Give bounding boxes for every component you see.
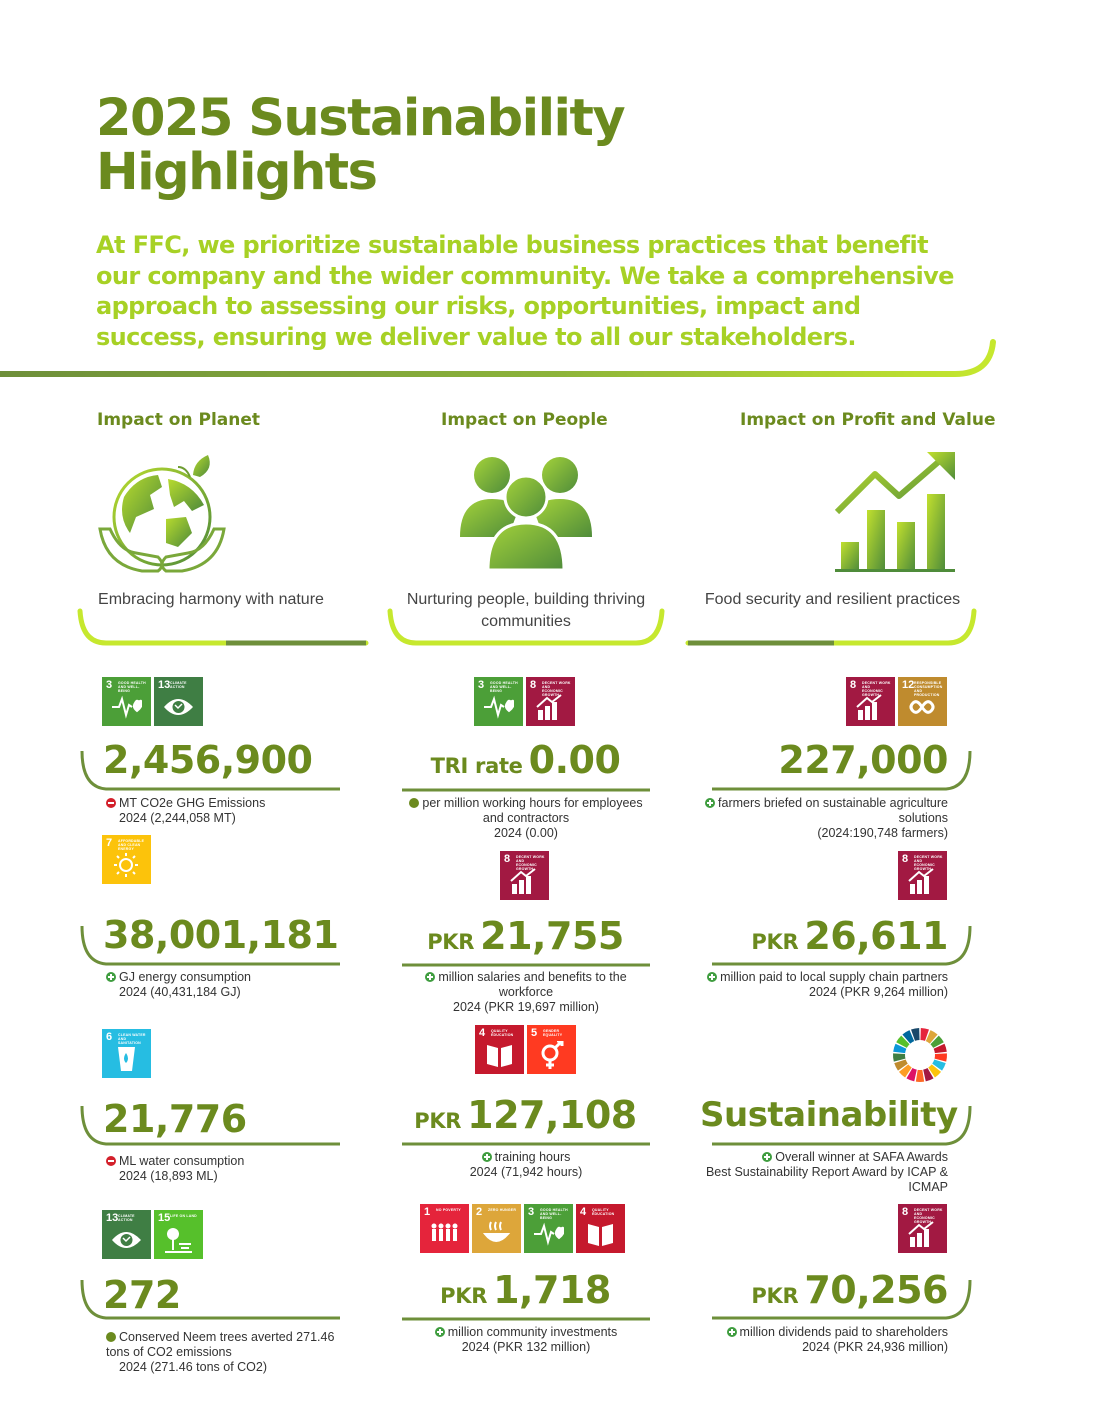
metric-value: 21,776 <box>103 1097 247 1141</box>
increase-icon <box>727 1327 737 1337</box>
heading-profit: Impact on Profit and Value <box>740 410 996 430</box>
tagline-profit: Food security and resilient practices <box>704 591 961 608</box>
metric-underline <box>708 745 974 793</box>
sdg-8-icon: 8 DECENT WORK AND ECONOMIC GROWTH <box>846 677 895 726</box>
earth-in-hands-icon <box>96 447 228 577</box>
sdg-12-icon: 12 RESPONSIBLE CONSUMPTION AND PRODUCTION <box>898 677 947 726</box>
metric-underline <box>402 962 650 968</box>
intro-text: At FFC, we prioritize sustainable business practices that benefit our company and the wider community. We take a comprehensive approach to assessing our risks, opportunities, impact and success, ensuring we deliver value to all our stakeholders. <box>96 231 954 351</box>
increase-icon <box>705 798 715 808</box>
sdg-wheel-icon <box>892 1027 948 1083</box>
metric-underline <box>402 1316 650 1322</box>
sdg-8-icon: 8 DECENT WORK AND ECONOMIC GROWTH <box>898 851 947 900</box>
metric-underline <box>78 745 344 793</box>
header-divider <box>0 320 1000 380</box>
metric-value: PKR 127,108 <box>414 1093 637 1137</box>
sdg-5-icon: 5 GENDER EQUALITY <box>527 1025 576 1074</box>
sdg-row-people-3 <box>475 1025 576 1074</box>
tagline-underline-planet <box>76 605 370 649</box>
sdg-2-icon: 2 ZERO HUNGER <box>472 1204 521 1253</box>
metric-description: ML water consumption 2024 (18,893 ML) <box>106 1154 346 1184</box>
sdg-row-people-4 <box>420 1204 625 1253</box>
metric-underline <box>78 1274 344 1322</box>
sdg-row-planet-1 <box>102 677 203 726</box>
sdg-4-icon: 4 QUALITY EDUCATION <box>576 1204 625 1253</box>
sdg-8-icon: 8 DECENT WORK AND ECONOMIC GROWTH <box>898 1204 947 1253</box>
sdg-4-icon: 4 QUALITY EDUCATION <box>475 1025 524 1074</box>
metric-value: PKR 1,718 <box>440 1268 611 1312</box>
sdg-1-icon: 1 NO POVERTY <box>420 1204 469 1253</box>
metric-value: TRI rate 0.00 <box>430 738 621 782</box>
increase-icon <box>106 972 116 982</box>
tagline-people: Nurturing people, building thriving communities <box>406 591 646 630</box>
sdg-8-icon: 8 DECENT WORK AND ECONOMIC GROWTH <box>526 677 575 726</box>
metric-description: per million working hours for employees and contractors 2024 (0.00) <box>400 796 652 841</box>
increase-icon <box>482 1152 492 1162</box>
metric-value: PKR 21,755 <box>427 914 624 958</box>
sdg-13-icon: 13 CLIMATE ACTION <box>102 1210 151 1259</box>
metric-description: farmers briefed on sustainable agriculture solutions (2024:190,748 farmers) <box>698 796 948 841</box>
metric-value: 2,456,900 <box>103 738 313 782</box>
metric-description: million paid to local supply chain partners 2024 (PKR 9,264 million) <box>698 970 948 1000</box>
metric-description: million dividends paid to shareholders 2024 (PKR 24,936 million) <box>698 1325 948 1355</box>
increase-icon <box>762 1152 772 1162</box>
growth-chart-icon <box>833 450 957 572</box>
metric-underline <box>708 920 974 968</box>
sdg-row-profit-4 <box>898 1204 947 1253</box>
sdg-row-profit-2 <box>898 851 947 900</box>
sdg-row-planet-4 <box>102 1210 203 1259</box>
sdg-row-planet-2 <box>102 835 151 884</box>
people-group-icon <box>458 455 594 570</box>
tagline-planet: Embracing harmony with nature <box>98 591 324 608</box>
metric-description: Overall winner at SAFA Awards Best Sustainability Report Award by ICAP & ICMAP <box>705 1150 948 1194</box>
increase-icon <box>425 972 435 982</box>
metric-underline <box>402 1141 650 1147</box>
sdg-row-people-2 <box>500 851 549 900</box>
metric-underline <box>78 920 344 968</box>
metric-description: million community investments 2024 (PKR 132 million) <box>400 1325 652 1355</box>
metric-description: million salaries and benefits to the workforce 2024 (PKR 19,697 million) <box>400 970 652 1015</box>
increase-icon <box>435 1327 445 1337</box>
heading-people: Impact on People <box>441 410 608 430</box>
sdg-3-icon: 3 GOOD HEALTH AND WELL-BEING <box>474 677 523 726</box>
heading-planet: Impact on Planet <box>97 410 261 430</box>
metric-description: training hours 2024 (71,942 hours) <box>469 1150 583 1179</box>
metric-underline <box>78 1100 344 1148</box>
neutral-dot-icon <box>106 1332 116 1342</box>
decrease-icon <box>106 1156 116 1166</box>
metric-value: Sustainability <box>700 1095 958 1135</box>
increase-icon <box>707 972 717 982</box>
sdg-3-icon: 3 GOOD HEALTH AND WELL-BEING <box>102 677 151 726</box>
metric-value: 38,001,181 <box>103 913 339 957</box>
sdg-7-icon: 7 AFFORDABLE AND CLEAN ENERGY <box>102 835 151 884</box>
tagline-underline-people <box>386 605 666 649</box>
metric-description: MT CO2e GHG Emissions 2024 (2,244,058 MT) <box>106 796 346 826</box>
sdg-6-icon: 6 CLEAN WATER AND SANITATION <box>102 1029 151 1078</box>
metric-underline <box>708 1274 974 1322</box>
metric-underline <box>402 787 650 793</box>
sdg-row-profit-1 <box>846 677 947 726</box>
sdg-8-icon: 8 DECENT WORK AND ECONOMIC GROWTH <box>500 851 549 900</box>
page-title: 2025 Sustainability Highlights <box>96 89 625 202</box>
neutral-dot-icon <box>409 798 419 808</box>
metric-value: 272 <box>103 1273 181 1317</box>
metric-underline <box>708 1100 974 1148</box>
sdg-3-icon: 3 GOOD HEALTH AND WELL-BEING <box>524 1204 573 1253</box>
sdg-15-icon: 15 LIFE ON LAND <box>154 1210 203 1259</box>
sdg-row-people-1 <box>474 677 575 726</box>
sdg-row-planet-3 <box>102 1029 151 1078</box>
decrease-icon <box>106 798 116 808</box>
metric-value: PKR 70,256 <box>751 1268 948 1312</box>
metric-value: PKR 26,611 <box>751 914 948 958</box>
metric-description: GJ energy consumption 2024 (40,431,184 GJ) <box>106 970 346 1000</box>
tagline-underline-profit <box>684 605 978 649</box>
sdg-13-icon: 13 CLIMATE ACTION <box>154 677 203 726</box>
metric-value: 227,000 <box>778 738 948 782</box>
metric-description: Conserved Neem trees averted 271.46 tons of CO2 emissions 2024 (271.46 tons of CO2) <box>106 1330 335 1374</box>
